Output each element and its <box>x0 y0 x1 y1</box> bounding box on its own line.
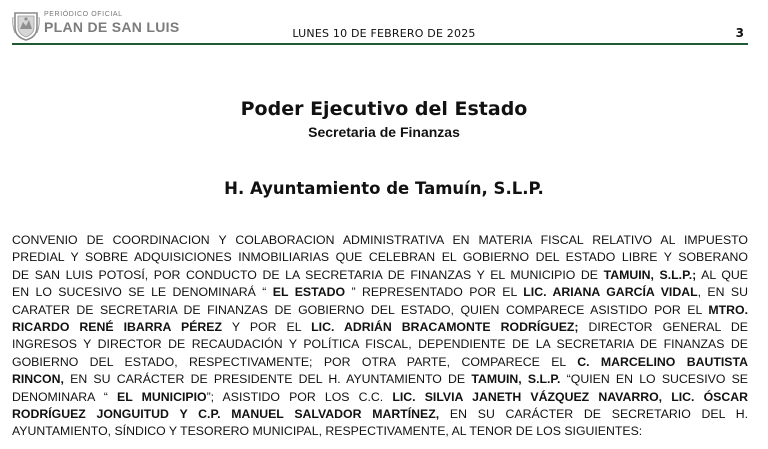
bold-text: TAMUIN, S.L.P.; <box>603 267 697 282</box>
text-segment: EN SU CARÁCTER DE PRESIDENTE DEL H. AYUNTAMIENTO DE <box>63 372 472 387</box>
brand-title: PLAN DE SAN LUIS <box>44 19 180 35</box>
header-rule <box>12 43 748 45</box>
paragraph-line <box>12 423 748 440</box>
paragraph-line <box>12 249 748 266</box>
text-segment: CARATER DE SECRETARIA DE FINANZAS DE GOBIERNO DEL ESTADO, QUIEN COMPARECE ASISTIDO POR EL <box>12 302 709 317</box>
text-segment: DIRECTOR GENERAL DE <box>578 320 749 335</box>
bold-text: LIC. SILVIA JANETH VÁZQUEZ NAVARRO, LIC. ÓSCAR <box>392 389 748 404</box>
text-segment: , EN SU <box>697 285 748 300</box>
paragraph-line <box>12 232 748 249</box>
paragraph-line <box>12 336 748 353</box>
bold-text: RICARDO RENÉ IBARRA PÉREZ <box>12 320 223 335</box>
bold-text: TAMUIN, S.L.P. <box>471 372 561 387</box>
bold-text: MTRO. <box>708 302 748 317</box>
paragraph-line <box>12 319 748 336</box>
text-segment: AL QUE <box>696 267 748 282</box>
entity-title: H. Ayuntamiento de Tamuín, S.L.P. <box>224 179 544 198</box>
bold-text: RINCON, <box>12 372 64 387</box>
text-segment: ” REPRESENTADO POR EL <box>345 285 524 300</box>
page-number: 3 <box>735 26 744 40</box>
paragraph-line <box>12 284 748 301</box>
paragraph-line <box>12 302 748 319</box>
bold-text: LIC. ADRIÁN BRACAMONTE RODRÍGUEZ; <box>311 320 579 335</box>
text-segment: EN LO SUCESIVO SE LE DENOMINARÁ “ <box>12 285 273 300</box>
paragraph-line <box>12 354 748 371</box>
text-segment: “QUIEN EN LO SUCESIVO SE <box>560 372 748 387</box>
bold-text: EL MUNICIPIO <box>117 389 207 404</box>
text-segment: AYUNTAMIENTO, SÍNDICO Y TESORERO MUNICIPAL, RESPECTIVAMENTE, AL TENOR DE LOS SIGUIENTES: <box>12 424 643 439</box>
issue-date: LUNES 10 DE FEBRERO DE 2025 <box>292 27 476 40</box>
text-segment: DE SAN LUIS POTOSÍ, POR CONDUCTO DE LA SECRETARIA DE FINANZAS Y EL MUNICIPIO DE <box>12 267 604 282</box>
brand-subtitle: PERIÓDICO OFICIAL <box>44 11 123 18</box>
paragraph-line <box>12 389 748 406</box>
section-title: Poder Ejecutivo del Estado <box>240 98 528 120</box>
paragraph-line <box>12 406 748 423</box>
paragraph-line <box>12 267 748 284</box>
text-segment: GOBIERNO DEL ESTADO, RESPECTIVAMENTE; POR OTRA PARTE, COMPARECE EL <box>12 354 578 369</box>
text-segment: ”; ASISTIDO POR LOS C.C. <box>206 389 393 404</box>
text-segment: INGRESOS Y DIRECTOR DE RECAUDACIÓN Y POLÍTICA FISCAL, DEPENDIENTE DE LA SECRETARIA DE FINANZAS DE <box>12 337 748 352</box>
bold-text: RODRÍGUEZ JONGUITUD Y C.P. MANUEL SALVADOR MARTÍNEZ, <box>12 407 440 422</box>
agreement-paragraph <box>12 232 748 441</box>
section-subtitle: Secretaria de Finanzas <box>308 124 460 140</box>
text-segment: EN SU CARÁCTER DE SECRETARIO DEL H. <box>439 407 749 422</box>
text-segment: Y POR EL <box>222 320 312 335</box>
bold-text: LIC. ARIANA GARCÍA VIDAL <box>523 285 698 300</box>
text-segment: PREDIAL Y SOBRE ADQUISICIONES INMOBILIARIAS QUE CELEBRAN EL GOBIERNO DEL ESTADO LIBRE Y SOBERANO <box>12 250 748 265</box>
paragraph-line <box>12 371 748 388</box>
text-segment: DENOMINARA “ <box>12 389 118 404</box>
bold-text: C. MARCELINO BAUTISTA <box>577 354 748 369</box>
bold-text: EL ESTADO <box>272 285 346 300</box>
text-segment: CONVENIO DE COORDINACION Y COLABORACION ADMINISTRATIVA EN MATERIA FISCAL RELATIVO AL IMPUESTO <box>12 233 748 247</box>
